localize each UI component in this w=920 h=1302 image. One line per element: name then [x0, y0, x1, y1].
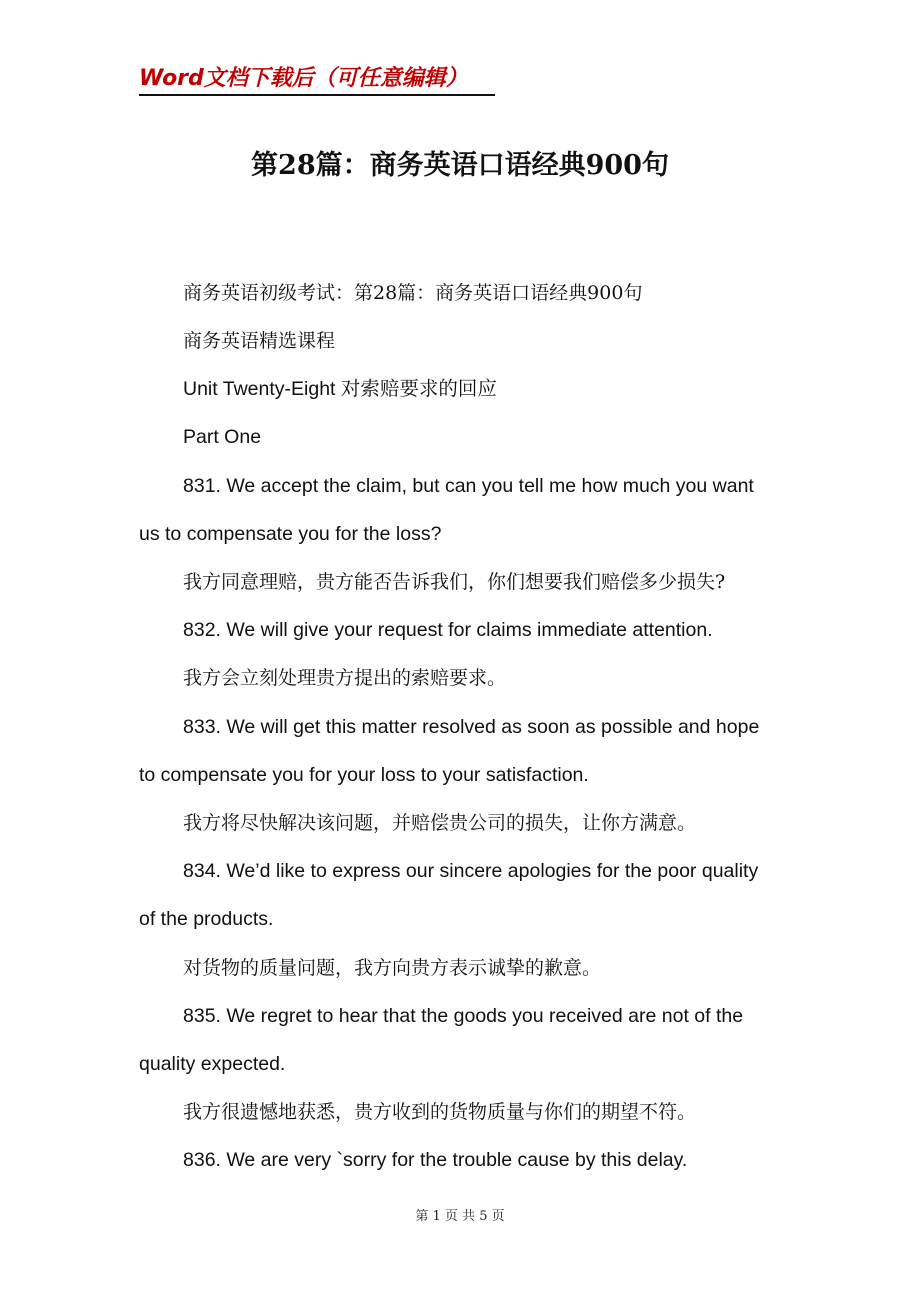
- page-title: 第28篇：商务英语口语经典900句: [251, 150, 669, 181]
- sentence-zh: 我方将尽快解决该问题，并赔偿贵公司的损失，让你方满意。: [183, 812, 697, 834]
- unit-heading: Unit Twenty-Eight 对索赔要求的回应: [183, 378, 497, 400]
- body-line: 商务英语初级考试：第28篇：商务英语口语经典900句: [183, 282, 643, 304]
- sentence-zh: 我方同意理赔，贵方能否告诉我们，你们想要我们赔偿多少损失?: [183, 571, 726, 593]
- sentence-en-continued: of the products.: [139, 908, 274, 930]
- header-text: Word文档下载后（可任意编辑）: [139, 66, 468, 91]
- body-line: 商务英语精选课程: [183, 330, 336, 352]
- page-footer: 第 1 页 共 5 页: [415, 1209, 505, 1224]
- sentence-en: 834. We’d like to express our sincere apologies for the poor quality: [183, 860, 759, 882]
- document-header: [139, 64, 495, 96]
- sentence-en: 833. We will get this matter resolved as soon as possible and hope: [183, 716, 760, 738]
- sentence-en-continued: quality expected.: [139, 1053, 286, 1075]
- sentence-en: 831. We accept the claim, but can you tell me how much you want: [183, 475, 754, 497]
- sentence-zh: 对货物的质量问题，我方向贵方表示诚挚的歉意。: [183, 957, 602, 979]
- sentence-zh: 我方会立刻处理贵方提出的索赔要求。: [183, 667, 507, 689]
- part-heading: Part One: [183, 426, 262, 448]
- sentence-en: 832. We will give your request for claims immediate attention.: [183, 619, 713, 641]
- sentence-en-continued: us to compensate you for the loss?: [139, 523, 442, 545]
- sentence-zh: 我方很遗憾地获悉，贵方收到的货物质量与你们的期望不符。: [183, 1101, 697, 1123]
- sentence-en: 835. We regret to hear that the goods you received are not of the: [183, 1005, 744, 1027]
- sentence-en-continued: to compensate you for your loss to your satisfaction.: [139, 764, 589, 786]
- sentence-en: 836. We are very `sorry for the trouble cause by this delay.: [183, 1149, 688, 1171]
